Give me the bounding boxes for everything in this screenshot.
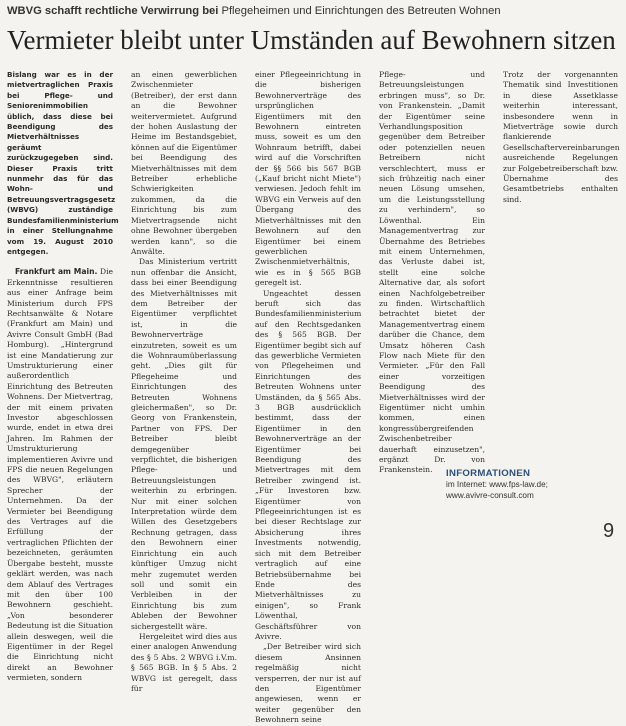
lead-paragraph: Bislang war es in der mietvertraglichen Praxis bei Pflege- und Seniorenimmobilien üblich, dass diese bei Beendigung des Mietverhältnisses geräumt zurückzugegeben sind. Dieser Praxis tritt nunmehr das für das Wohn- und Betreuungsvertragsgesetz (WBVG) zuständige Bundesfamilienministerium in einer Stellungnahme vom 19. August 2010 entgegen. [7,70,119,256]
info-title: INFORMATIONEN [446,468,531,479]
body-paragraph-4: Hergeleitet wird dies aus einer analogen Anwendung des § 5 Abs. 2 WBVG i.V.m. § 565 BGB. In § 5 Abs. 2 WBVG ist geregelt, dass für [131,631,237,693]
body-paragraph-7: „Der Betreiber wird sich diesem Ansinnen regelmäßig nicht versperren, der nur ist auf den Eigentümer angewiesen, wenn er weiter gegenüber den Bewohnern seine [255,642,361,725]
column-3 [255,70,362,725]
dateline: Frankfurt am Main. [15,267,98,277]
body-paragraph-6: Ungeachtet dessen beruft sich das Bundesfamilienministerium auf den Rechtsgedanken des § 565 BGB. Der Eigentümer begibt sich auf das gewerbliche Vermieten von Pflegeheimen und Einrichtungen des Betreuten Wohnens unter Umständen, da § 565 Abs. 3 BGB ausdrücklich bestimmt, dass der Eigentümer in den Bewohnerverträge an der Eigentümer bei Beendigung des Mietvertrages mit dem Betreiber zwingend ist. „Für Investoren bzw. Eigentümer von Pflegeeinrichtungen ist es bei dieser Rechtslage zur Absicherung ihres Investments notwendig, sich mit dem Betreiber vertraglich auf eine Betriebsübernahme bei Ende des Mietverhältnisses zu einigen", so Frank Löwenthal, Geschäftsführer von Avivre. [255,288,362,641]
column-2 [131,70,237,693]
body-text-1: Die Erkenntnisse resultieren aus einer Anfrage beim Ministerium durch FPS Rechtsanwälte & Notare (Frankfurt am Main) und Avivre Consult GmbH (Bad Homburg). „Hintergrund ist eine Mandatierung zur Umstrukturierung einer außerordentlich Einrichtung des Betreuten Wohnens. Der Mietvertrag, der mit einem privaten Investor abgeschlossen wurde, endet in etwa drei Jahren. Im Rahmen der Umstrukturierung implementieren Avivre und FPS die neuen Regelungen des WBVG", erläutern Sprecher der Unternehmen. Da der Vermieter bei Beendigung des Vertrages auf die Erfüllung der vertraglichen Pflichten der bezeichneten, geräumten Übergabe besteht, musste geklärt werden, was nach dem Ablauf des Vertrages mit den über 100 Bewohnern geschieht. „Von besonderer Bedeutung ist die Situation allein deswegen, weil die Eigentümer in der Regel die Einrichtung nicht direkt an Bewohner vermieten, sondern [7,267,114,683]
article-kicker [7,5,619,17]
column-1 [7,70,119,683]
page-number: 9 [603,520,615,542]
info-link-avivre[interactable]: www.avivre-consult.com [446,491,534,500]
column-5 [503,70,618,460]
body-paragraph-1 [7,267,113,683]
article-headline: Vermieter bleibt unter Umständen auf Bewohnern sitzen [7,25,616,55]
kicker-bold: WBVG schafft rechtliche Verwirrung bei [7,5,219,17]
kicker-rest: Pflegeheimen und Einrichtungen des Betreuten Wohnen [221,5,501,17]
body-paragraph-9: Trotz der vorgenannten Thematik sind Investitionen in diese Assetklasse weiterhin interessant, insbesondere wenn in Mietverträge sowie durch flankierende Gesellschaftervereinbarungen ausreichende Regelungen zur Folgebetreiberschaft bzw. Übernahme des Gesamtbetriebs enthalten sind. [503,70,620,204]
body-paragraph-3: Das Ministerium vertritt nun offenbar die Ansicht, dass bei einer Beendigung des Mietverhältnisses mit dem Betreiber der Eigentümer verpflichtet ist, in die Bewohnerverträge einzutreten, soweit es um die Wohnraumüberlassung geht. „Dies gilt für Pflegeheime und Einrichtungen des Betreuten Wohnens gleichermaßen", so Dr. Georg von Frankenstein, Partner von FPS. Der Betreiber bleibt demgegenüber verpflichtet, die bisherigen Pflege- und Betreuungsleistungen weiterhin zu erbringen. Nur mit einer solchen Interpretation würde dem Willen des Gesetzgebers Rechnung getragen, dass den Bewohnern einer Einrichtung ein auch künftiger Umzug nicht mehr zugemutet werden soll und somit ein Verbleiben in der Einrichtung bis zum Ableben der Bewohner sichergestellt wäre. [131,257,237,631]
info-link-fps[interactable]: im Internet: www.fps-law.de; [446,480,548,489]
body-paragraph-8: Pflege- und Betreuungsleistungen erbringen muss", so Dr. von Frankenstein. „Damit der Eigentümer seine Verhandlungsposition gegenüber dem Betreiber oder potenziellen neuen Betreibern nicht verschlechtert, muss er sich frühzeitig nach einer neuen Lösung umsehen, um die Leistungsstellung zu verhindern", so Löwenthal. Ein Managementvertrag zur Übernahme des Betriebes mit einem Unternehmen, das Verluste dabei ist, stellt eine solche Alternative dar, als sofort einen Nachfolgebetreiber zu finden. Wirtschaftlich betrachtet bietet der Managementvertrag einem darüber die Chance, dem Umsatz höheren Cash Flow nach Miete für den Vermieter. „Für den Fall einer vorzeitigen Beendigung des Mietverhältnisses wird der Eigentümer nicht umhin kommen, einen kongressübergreifenden Zwischenbetreiber dauerhaft einzusetzen", ergänzt Dr. von Frankenstein. [379,70,485,475]
info-box [446,468,616,501]
body-paragraph-2: an einen gewerblichen Zwischenmieter (Betreiber), der erst dann an die Bewohner weitervermietet. Aufgrund der hohen Auslastung der Heime im Bestandsgebiet, können auf die Eigentümer bei Beendigung des Mietverhältnisses mit dem Betreiber erhebliche Schwierigkeiten zukommen, da die Einrichtung bis zum Mietvertragsende nicht ohne Bewohner übergeben werden kann", so die Anwälte. [131,70,237,256]
body-paragraph-5: einer Pflegeeinrichtung in die bisherigen Bewohnerverträge des ursprünglichen Eigentümers mit den Bewohnern eintreten muss, soweit es um den Wohnraum betrifft, dabei wird auf die Vorschriften der §§ 566 bis 567 BGB („Kauf bricht nicht Miete") verwiesen. Jedoch fehlt im WBVG ein Verweis auf den Übergang des Mietverhältnisses mit den Bewohnern auf den Eigentümer bei einem gewerblichen Zwischenmietverhältnis, wie es in § 565 BGB geregelt ist. [255,70,361,288]
